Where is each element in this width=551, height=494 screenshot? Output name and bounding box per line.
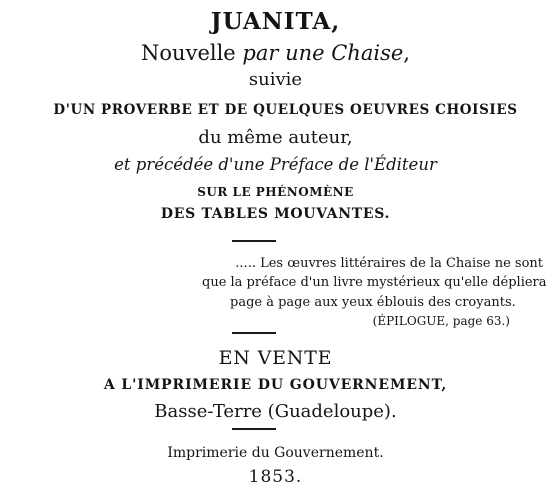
subtitle-prefix: Nouvelle bbox=[141, 41, 243, 65]
printer-line: Imprimerie du Gouvernement. bbox=[167, 445, 384, 461]
subtitle-suffix: , bbox=[403, 41, 410, 65]
divider-rule bbox=[232, 240, 276, 242]
book-title: JUANITA, bbox=[210, 8, 341, 35]
year-line: 1853. bbox=[248, 467, 303, 487]
divider-rule bbox=[232, 332, 276, 334]
suivie-line: suivie bbox=[248, 69, 303, 90]
book-subtitle bbox=[0, 43, 551, 64]
phenomene-line: SUR LE PHÉNOMÈNE bbox=[197, 185, 354, 199]
subtitle-italic: par une Chaise bbox=[242, 41, 404, 65]
preface-line: et précédée d'une Préface de l'Éditeur bbox=[114, 155, 437, 174]
location-line: Basse-Terre (Guadeloupe). bbox=[154, 401, 397, 422]
divider-rule bbox=[232, 428, 276, 430]
epigraph-line-2: que la préface d'un livre mystérieux qu'elle dépliera bbox=[202, 275, 547, 290]
proverbe-line: D'UN PROVERBE ET DE QUELQUES OEUVRES CHOISIES bbox=[53, 102, 518, 118]
epigraph-line-3: page à page aux yeux éblouis des croyants. bbox=[230, 295, 516, 310]
epigraph-attribution: (ÉPILOGUE, page 63.) bbox=[372, 314, 510, 328]
auteur-line: du même auteur, bbox=[198, 127, 353, 148]
imprimerie-line: A L'IMPRIMERIE DU GOUVERNEMENT, bbox=[103, 377, 448, 393]
epigraph-line-1: ..... Les œuvres littéraires de la Chaise ne sont bbox=[235, 256, 543, 271]
en-vente-line: EN VENTE bbox=[218, 347, 333, 369]
tables-line: DES TABLES MOUVANTES. bbox=[160, 206, 391, 222]
